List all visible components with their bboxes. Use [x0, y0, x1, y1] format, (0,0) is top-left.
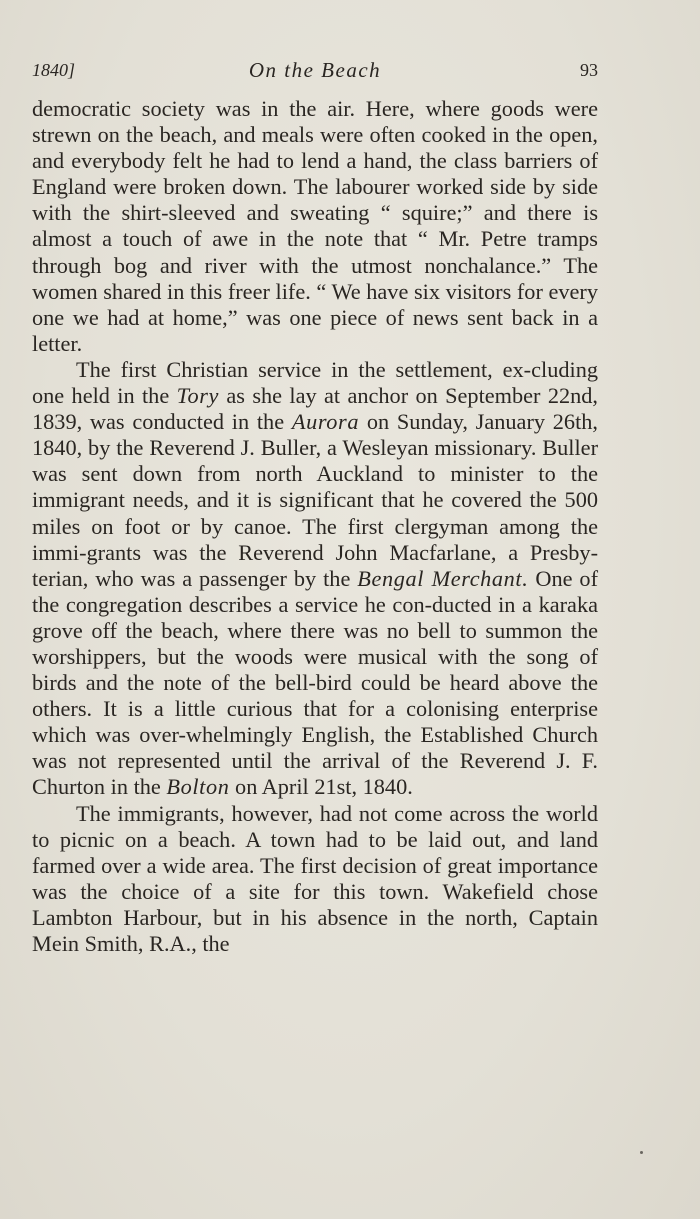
text-segment: The immigrants, however, had not come across the world to picnic on a beach. A town had to be laid out, and land farmed over a wide area. The first decision of great importance was the choice of a site for this town. Wakefield chose Lambton Harbour, but in his absence in the north, Captain Mein Smith, R.A., the: [32, 800, 598, 956]
paragraph-1: [32, 96, 598, 357]
body-text: [32, 96, 598, 957]
text-segment: on April 21st, 1840.: [229, 774, 413, 800]
ship-name-bolton: Bolton: [166, 774, 230, 800]
paper-speck: [640, 1151, 643, 1154]
text-segment: One of the congregation describes a service he con-ducted in a karaka grove off the beach, where there was no bell to summon the worshippers, but the woods were musical with the song of birds and the note of the bell-bird could be heard above the others. It is a little curious that for a colonising enterprise which was over-whelmingly English, the Established Church was not represented until the arrival of the Reverend J. F. Churton in the: [32, 565, 598, 800]
text-segment: The first Christian service in the settlement, ex-cluding one held in the: [32, 356, 598, 409]
running-title: On the Beach: [248, 58, 382, 82]
header-year: 1840]: [32, 60, 76, 80]
text-segment: democratic society was in the air. Here, where goods were strewn on the beach, and meals were often cooked in the open, and everybody felt he had to lend a hand, the class barriers of England were broken down. The labourer worked side by side with the shirt-sleeved and sweating “ squire;” and there is almost a touch of awe in the note that “ Mr. Petre tramps through bog and river with the utmost nonchalance.” The women shared in this freer life. “ We have six visitors for every one we had at home,” was one piece of news sent back in a letter.: [32, 96, 598, 356]
ship-name-bengal-merchant: Bengal Merchant.: [357, 565, 529, 591]
ship-name-aurora: Aurora: [291, 409, 360, 435]
running-header: [32, 58, 598, 86]
page-number: 93: [580, 60, 598, 80]
paragraph-3: [32, 801, 598, 958]
text-segment: on Sunday, January 26th, 1840, by the Reverend J. Buller, a Wesleyan missionary. Buller was sent down from north Auckland to minister to the immigrant needs, and it is significant that he covered the 500 miles on foot or by canoe. The first clergyman among the immi-grants was the Reverend John Macfarlane, a Presby-terian, who was a passenger by the: [32, 409, 598, 591]
ship-name-tory: Tory: [176, 383, 220, 409]
paragraph-2: [32, 357, 598, 801]
text-segment: as she lay at anchor on September 22nd, 1839, was conducted in the: [32, 383, 598, 435]
